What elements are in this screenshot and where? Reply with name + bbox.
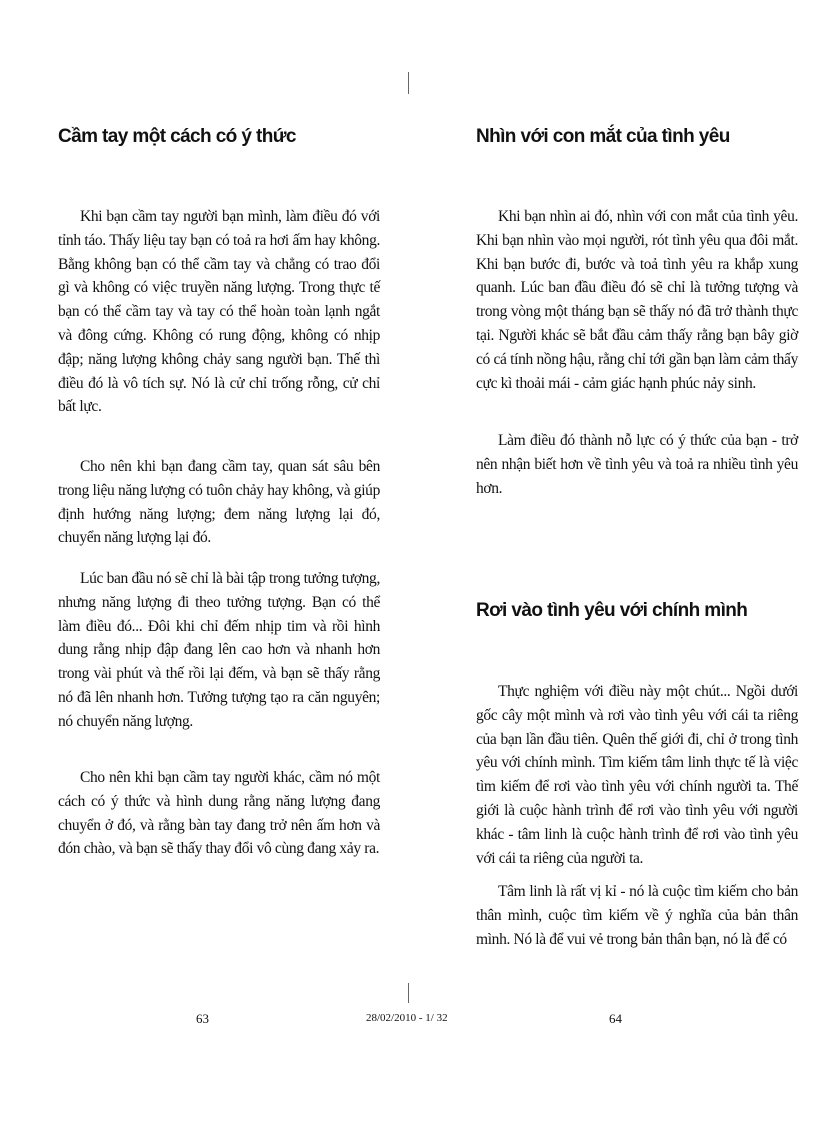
footer-date: 28/02/2010 - 1/ 32 [366, 1012, 448, 1024]
right-paragraph-1: Khi bạn nhìn ai đó, nhìn với con mắt của tình yêu. Khi bạn nhìn vào mọi người, rót tình yêu qua đôi mắt. Khi bạn bước đi, bước và toả tình yêu ra khắp xung quanh. Lúc ban đầu điều đó sẽ chỉ là tưởng tượng và trong vòng một tháng bạn sẽ thấy nó đã trở thành thực tại. Người khác sẽ bắt đầu cảm thấy rằng bạn bây giờ có cá tính nồng hậu, rằng chỉ tới gần bạn làm cảm thấy cực kì thoải mái - cảm giác hạnh phúc nảy sinh. [476, 208, 798, 392]
right-paragraph-2: Làm điều đó thành nỗ lực có ý thức của bạn - trở nên nhận biết hơn về tình yêu và toả ra nhiều tình yêu hơn. [476, 432, 798, 497]
left-paragraph-2: Cho nên khi bạn đang cầm tay, quan sát sâu bên trong liệu năng lượng có tuôn chảy hay không, và giúp định hướng năng lượng; đem năng lượng lại đó, chuyển năng lượng lại đó. [58, 458, 380, 547]
page-number-left: 63 [196, 1011, 209, 1026]
left-paragraph-3: Lúc ban đầu nó sẽ chỉ là bài tập trong tưởng tượng, nhưng năng lượng đi theo tưởng tượng. Bạn có thể làm điều đó... Đôi khi chỉ đếm nhịp tim và rồi hình dung rằng nhịp đập đang lên cao hơn và nhanh hơn trong vài phút và thế rồi lại đếm, và bạn sẽ thấy rằng nó đã lên nhanh hơn. Tưởng tượng tạo ra căn nguyên; nó chuyển năng lượng. [58, 570, 380, 730]
right-paragraph-3: Thực nghiệm với điều này một chút... Ngồi dưới gốc cây một mình và rơi vào tình yêu với cái ta riêng của bạn lần đầu tiên. Quên thế giới đi, chỉ ở trong tình yêu với chính mình. Tìm kiếm tâm linh thực tế là việc tìm kiếm để rơi vào tình yêu với chính người ta. Thế giới là cuộc hành trình để rơi vào tình yêu với người khác - tâm linh là cuộc hành trình để rơi vào tình yêu với cái ta riêng của người ta. [476, 683, 798, 867]
left-heading: Cầm tay một cách có ý thức [58, 126, 296, 147]
bottom-separator [408, 983, 409, 1003]
left-paragraph-1: Khi bạn cầm tay người bạn mình, làm điều đó với tỉnh táo. Thấy liệu tay bạn có toả ra hơi ấm hay không. Bằng không bạn có thể cầm tay và chẳng có trao đổi gì và không có việc truyền năng lượng. Trong thực tế bạn có thể cầm tay và tay có thể hoàn toàn lạnh ngắt và đông cứng. Không có rung động, không có nhịp đập; năng lượng không chảy sang người bạn. Thế thì điều đó là vô tích sự. Nó là cử chỉ trống rỗng, cử chỉ bất lực. [58, 208, 380, 416]
right-heading-2: Rơi vào tình yêu với chính mình [476, 600, 748, 621]
right-paragraph-4: Tâm linh là rất vị kỉ - nó là cuộc tìm kiếm cho bản thân mình, cuộc tìm kiếm về ý nghĩa của bản thân mình. Nó là để vui vẻ trong bản thân bạn, nó là để có [476, 883, 798, 948]
right-heading-1: Nhìn với con mắt của tình yêu [476, 126, 730, 147]
left-paragraph-4: Cho nên khi bạn cầm tay người khác, cầm nó một cách có ý thức và hình dung rằng năng lượng đang chuyển ở đó, và rằng bàn tay đang trở nên ấm hơn và đón chào, và bạn sẽ thấy thay đổi vô cùng đang xảy ra. [58, 769, 380, 858]
top-separator [408, 72, 409, 94]
page-number-right: 64 [609, 1011, 622, 1026]
